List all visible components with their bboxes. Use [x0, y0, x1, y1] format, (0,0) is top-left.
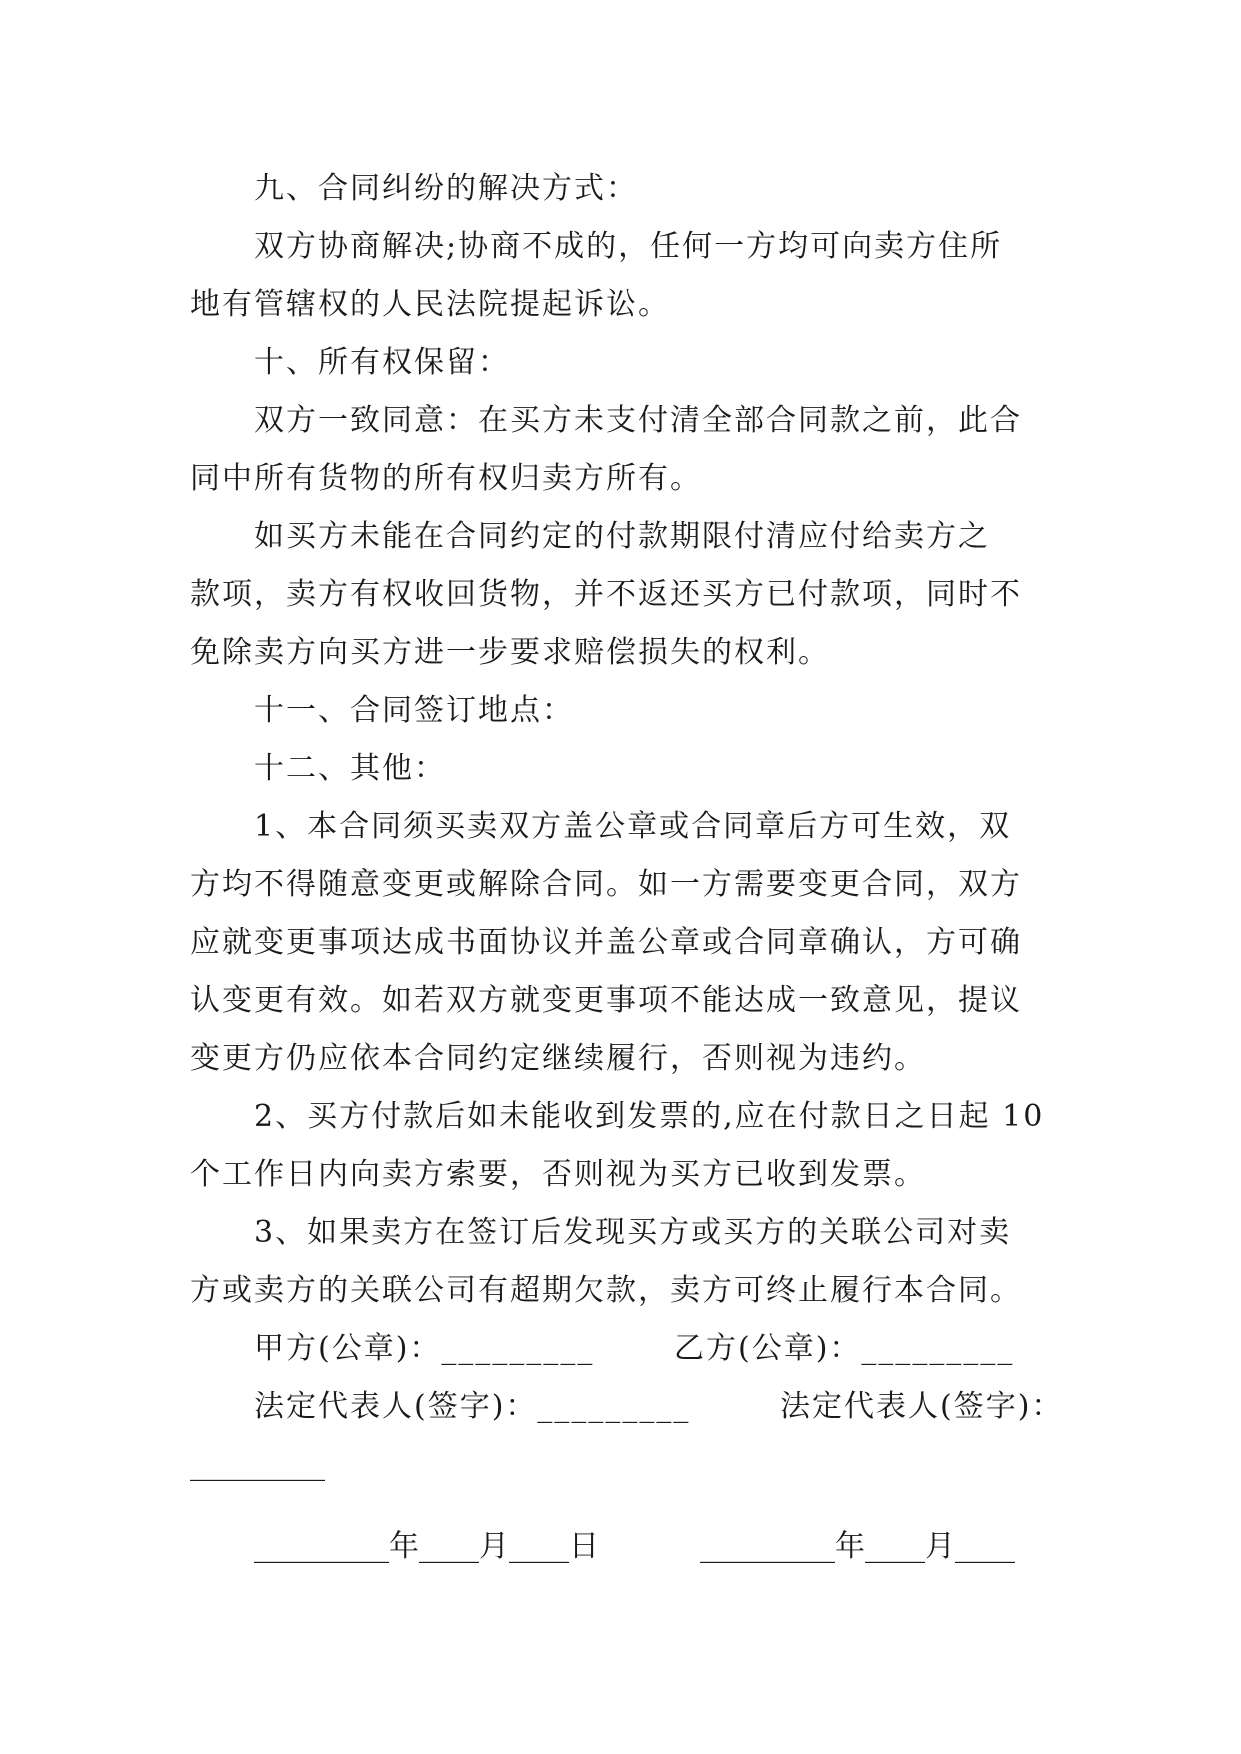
- section-12-item-line: 1、本合同须买卖双方盖公章或合同章后方可生效，双: [254, 809, 1012, 844]
- section-11-title: 十一、合同签订地点：: [254, 693, 574, 728]
- representative-row: [190, 1378, 1064, 1436]
- section-10-paragraph-line: 双方一致同意：在买方未支付清全部合同款之前，此合: [254, 403, 1022, 438]
- section-10-paragraph-line: 如买方未能在合同约定的付款期限付清应付给卖方之: [254, 519, 990, 554]
- section-12-item-line: 应就变更事项达成书面协议并盖公章或合同章确认，方可确: [190, 925, 1022, 960]
- section-10-paragraph-line: 免除卖方向买方进一步要求赔偿损失的权利。: [190, 635, 830, 670]
- section-12-item-line: 方或卖方的关联公司有超期欠款，卖方可终止履行本合同。: [190, 1273, 1022, 1308]
- section-9-body-line: 地有管辖权的人民法院提起诉讼。: [190, 287, 670, 322]
- contract-body: [190, 160, 1064, 1576]
- section-12-item-line: 认变更有效。如若双方就变更事项不能达成一致意见，提议: [190, 983, 1022, 1018]
- party-b-date: _________年____月____: [700, 1529, 1015, 1564]
- party-a-date: _________年____月____日: [254, 1529, 599, 1564]
- section-12-item-line: 3、如果卖方在签订后发现买方或买方的关联公司对卖: [254, 1215, 1012, 1250]
- party-b-representative-blank: _________: [190, 1447, 325, 1482]
- party-a-representative: 法定代表人(签字)：_________: [254, 1389, 691, 1424]
- section-12-item-line: 个工作日内向卖方索要，否则视为买方已收到发票。: [190, 1157, 926, 1192]
- section-10-paragraph-line: 同中所有货物的所有权归卖方所有。: [190, 461, 702, 496]
- section-12-title: 十二、其他：: [254, 751, 446, 786]
- section-12-item-line: 变更方仍应依本合同约定继续履行，否则视为违约。: [190, 1041, 926, 1076]
- party-a-seal: 甲方(公章)：_________: [254, 1331, 595, 1366]
- section-12-item-line: 方均不得随意变更或解除合同。如一方需要变更合同，双方: [190, 867, 1022, 902]
- section-12-item-line: 2、买方付款后如未能收到发票的,应在付款日之日起 10: [254, 1099, 1045, 1134]
- section-9-title: 九、合同纠纷的解决方式：: [254, 171, 638, 206]
- party-b-seal: 乙方(公章)：_________: [674, 1331, 1015, 1366]
- seal-row: [190, 1320, 1050, 1378]
- date-row: [190, 1518, 1050, 1576]
- party-b-representative: 法定代表人(签字)：: [780, 1389, 1064, 1424]
- section-10-paragraph-line: 款项，卖方有权收回货物，并不返还买方已付款项，同时不: [190, 577, 1022, 612]
- section-10-title: 十、所有权保留：: [254, 345, 510, 380]
- section-9-body-line: 双方协商解决;协商不成的，任何一方均可向卖方住所: [254, 229, 1003, 264]
